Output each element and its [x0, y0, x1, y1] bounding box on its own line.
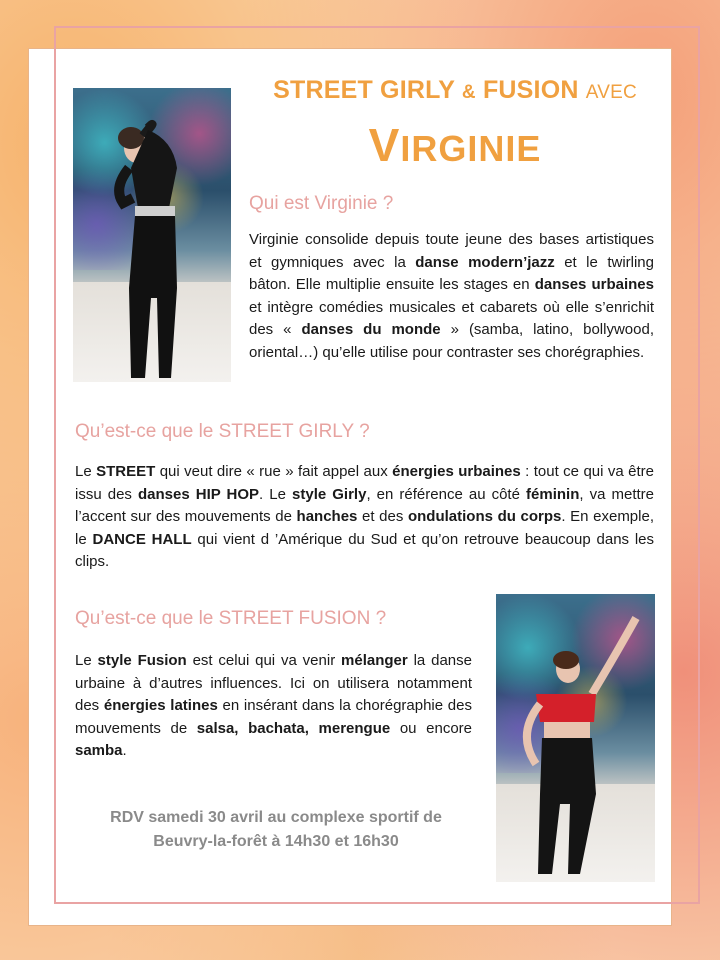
- text-run: , en référence au côté: [366, 485, 527, 503]
- text-run: : tout ce qui va être issu des: [75, 463, 654, 503]
- bold-text: danses du monde: [301, 321, 441, 339]
- text-run: Le: [75, 463, 97, 480]
- text-run: Le: [75, 652, 98, 669]
- text-run: . En exemple, le: [75, 508, 654, 548]
- bold-text: ondulations du corps: [407, 508, 562, 526]
- title-avec: AVEC: [585, 82, 637, 103]
- text-run: et intègre comédies musicales et cabarets où elle s’enrichit des «: [249, 298, 654, 339]
- bold-text: énergies urbaines: [392, 463, 521, 480]
- text-run: ou encore: [390, 719, 472, 737]
- text-run: et des: [357, 508, 408, 526]
- paragraph-street-girly: [75, 461, 654, 574]
- text-run: qui veut dire « rue » fait appel aux: [155, 463, 393, 480]
- text-run: qui vient d ’Amérique du Sud et qu’on retrouve beaucoup dans les clips.: [75, 530, 655, 571]
- title-virginie: VIRGINIE: [368, 119, 542, 171]
- bold-text: danses urbaines: [534, 276, 654, 294]
- bold-text: hanches: [296, 508, 358, 526]
- text-run: .: [122, 742, 127, 760]
- text-run: , va mettre l’accent sur des mouvements de: [75, 485, 654, 526]
- text-run: Virginie consolide depuis toute jeune des bases artistiques et gymniques avec la: [249, 231, 654, 271]
- bold-text: salsa, bachata, merengue: [196, 719, 391, 737]
- text-run: en insérant dans la chorégraphie des mouvements de: [75, 697, 472, 737]
- dancer-figure-1: [73, 88, 231, 382]
- bold-text: danses HIP HOP: [137, 485, 260, 503]
- title-line-1: [250, 76, 660, 105]
- heading-street-fusion: Qu’est-ce que le STREET FUSION ?: [75, 608, 387, 629]
- text-run: et le twirling bâton. Elle multiplie ensuite les stages en: [249, 253, 654, 294]
- paragraph-street-fusion: [75, 650, 472, 763]
- bold-text: féminin: [526, 485, 580, 503]
- bold-text: STREET: [96, 463, 156, 480]
- dancer-photo-bottom: [496, 594, 655, 882]
- bold-text: mélanger: [341, 652, 408, 669]
- text-run: est celui qui va venir: [186, 652, 342, 669]
- bold-text: samba: [75, 742, 123, 760]
- dancer-figure-2: [496, 594, 655, 882]
- rdv-info: [72, 806, 480, 854]
- title-street-girly: STREET GIRLY: [273, 76, 455, 104]
- bold-text: danse modern’jazz: [415, 253, 555, 271]
- rdv-line-1: RDV samedi 30 avril au complexe sportif de: [110, 809, 442, 826]
- title-ampersand: &: [461, 82, 476, 103]
- heading-street-girly: Qu’est-ce que le STREET GIRLY ?: [75, 421, 370, 442]
- text-run: . Le: [259, 485, 293, 503]
- bold-text: énergies latines: [103, 697, 218, 715]
- bold-text: style Fusion: [97, 652, 187, 669]
- rdv-line-2: Beuvry-la-forêt à 14h30 et 16h30: [153, 833, 399, 850]
- text-run: la danse urbaine à d’autres influences. Ici on utilisera notamment des: [75, 652, 472, 715]
- heading-qui-est-virginie: Qui est Virginie ?: [249, 193, 394, 214]
- text-run: » (samba, latino, bollywood, oriental…) qu’elle utilise pour contraster ses chorégraphies.: [249, 321, 654, 361]
- dancer-photo-top: [73, 88, 231, 382]
- title-fusion: FUSION: [482, 76, 579, 104]
- paragraph-virginie: [249, 229, 654, 365]
- bold-text: DANCE HALL: [92, 530, 192, 548]
- bold-text: style Girly: [292, 485, 367, 503]
